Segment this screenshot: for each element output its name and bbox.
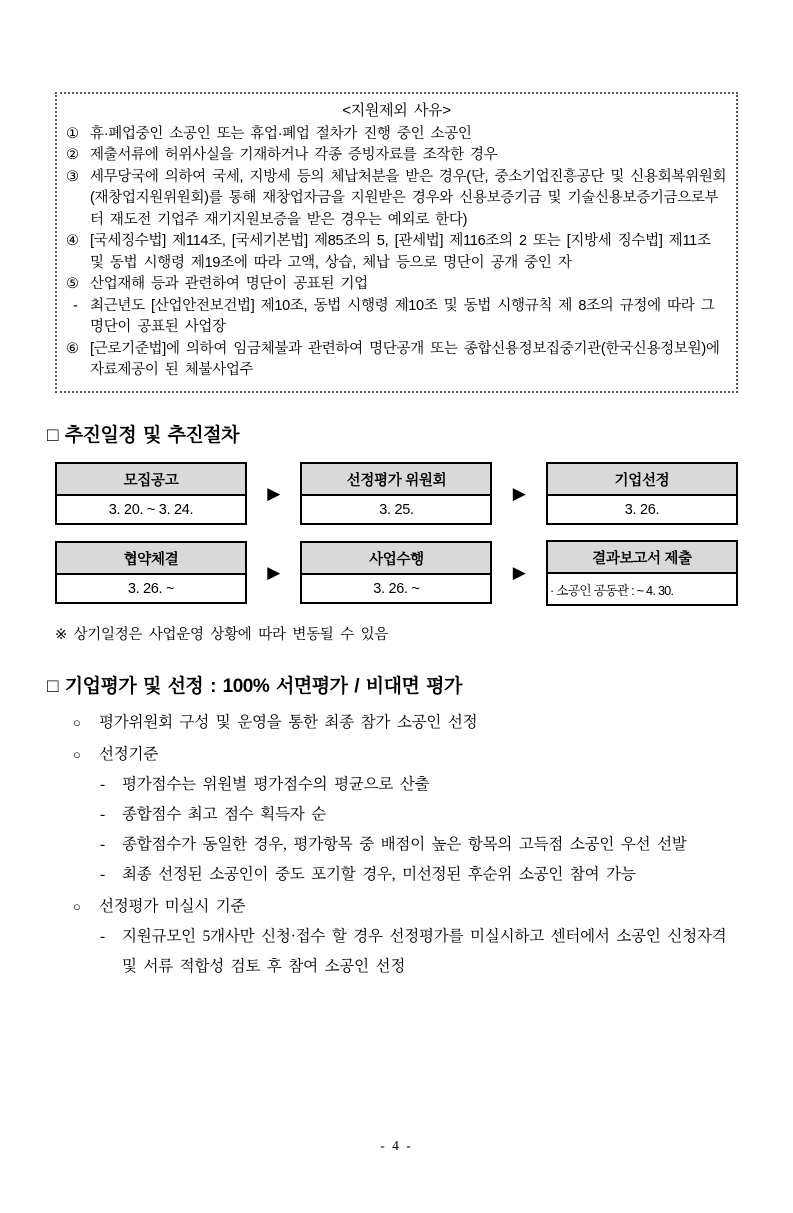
item-text: 평가위원회 구성 및 운영을 통한 최종 참가 소공인 선정 — [99, 713, 478, 731]
item-text: [근로기준법]에 의하여 임금체불과 관련하여 명단공개 또는 종합신용정보집중기관(한국신용정보원)에 자료제공이 된 체불사업주 — [90, 340, 720, 378]
item-text: [국세징수법] 제114조, [국세기본법] 제85조의 5, [관세법] 제116조의 2 또는 [지방세 징수법] 제11조 및 동법 시행령 제19조에 따라 고액, 상습, 체납 등으로 명단이 공개 중인 자 — [90, 233, 711, 271]
evaluation-subitem — [100, 800, 738, 830]
exclusion-item — [66, 339, 727, 382]
item-text: 종합점수가 동일한 경우, 평가항목 중 배점이 높은 항목의 고득점 소공인 우선 선발 — [122, 835, 687, 853]
item-text: 선정평가 미실시 기준 — [99, 897, 246, 915]
item-number: ① — [66, 125, 79, 142]
circle-bullet: ○ — [73, 746, 81, 762]
flow-step-title: 선정평가 위원회 — [302, 464, 490, 496]
circle-bullet: ○ — [73, 898, 81, 914]
item-text: 세무당국에 의하여 국세, 지방세 등의 체납처분을 받은 경우(단, 중소기업진흥공단 및 신용회복위원회(재창업지원위원회)를 통해 재창업자금을 지원받은 경우와 신용보증기금 및 기술신용보증기금으로부터 재도전 기업주 재기지원보증을 받은 경우는 예외로 한다) — [90, 168, 727, 228]
exclusion-item — [66, 167, 727, 232]
exclusion-item — [66, 274, 727, 296]
exclusion-reasons-box — [55, 92, 738, 393]
schedule-flow-row-1 — [55, 462, 738, 525]
page-number: - 4 - — [380, 1138, 413, 1153]
item-number: ② — [66, 147, 79, 163]
flow-step-evaluation-committee — [300, 462, 492, 525]
item-text: 선정기준 — [99, 745, 159, 763]
dash-bullet: - — [100, 805, 105, 823]
arrow-right-icon: ▶ — [267, 563, 281, 582]
item-text: 최종 선정된 소공인이 중도 포기할 경우, 미선정된 후순위 소공인 참여 가능 — [122, 865, 636, 883]
exclusion-box-title: <지원제외 사유> — [342, 102, 451, 119]
flow-step-company-selection — [546, 462, 738, 525]
item-number: ③ — [66, 168, 79, 185]
exclusion-item — [66, 231, 727, 274]
flow-step-date: 3. 26. ~ — [373, 581, 420, 597]
document-page — [0, 92, 793, 982]
item-text: 산업재해 등과 관련하여 명단이 공표된 기업 — [90, 276, 368, 292]
evaluation-subitem — [100, 860, 738, 890]
evaluation-subitem — [100, 830, 738, 860]
flow-step-title: 결과보고서 제출 — [548, 542, 736, 574]
dash-bullet: - — [100, 775, 105, 793]
evaluation-list — [55, 708, 738, 982]
item-dash: - — [73, 297, 78, 314]
flow-step-title: 기업선정 — [548, 464, 736, 496]
flow-step-date: 3. 25. — [379, 501, 414, 518]
flow-step-project-execution — [300, 541, 492, 604]
item-text: 평가점수는 위원별 평가점수의 평균으로 산출 — [122, 775, 430, 793]
evaluation-item — [73, 708, 738, 738]
flow-step-report-submission — [546, 540, 738, 606]
exclusion-item — [66, 124, 727, 146]
evaluation-item — [73, 740, 738, 770]
item-text: 휴·폐업중인 소공인 또는 휴업·폐업 절차가 진행 중인 소공인 — [90, 125, 472, 142]
dash-bullet: - — [100, 835, 105, 853]
flow-step-date: 3. 26. ~ — [127, 581, 175, 597]
schedule-note: ※ 상기일정은 사업운영 상황에 따라 변동될 수 있음 — [55, 626, 389, 643]
item-text: 종합점수 최고 점수 획득자 순 — [122, 805, 326, 823]
flow-step-recruitment — [55, 462, 247, 525]
evaluation-subitem — [100, 922, 738, 982]
dash-bullet: - — [100, 865, 105, 883]
arrow-right-icon: ▶ — [512, 483, 526, 503]
schedule-flow-row-2 — [55, 540, 738, 606]
flow-step-date: 3. 20. ~ 3. 24. — [108, 501, 194, 518]
flow-step-date: 3. 26. — [624, 501, 660, 518]
evaluation-subitem — [100, 770, 738, 800]
item-text: 최근년도 [산업안전보건법] 제10조, 동법 시행령 제10조 및 동법 시행규칙 제 8조의 규정에 따라 그 명단이 공표된 사업장 — [90, 297, 715, 335]
flow-step-date: · 소공인 공동관 : ~ 4. 30. — [549, 582, 674, 598]
evaluation-section-heading: □ 기업평가 및 선정 : 100% 서면평가 / 비대면 평가 — [47, 675, 462, 697]
exclusion-subitem — [66, 296, 727, 339]
circle-bullet: ○ — [73, 714, 81, 730]
flow-step-agreement — [55, 541, 247, 604]
item-text: 지원규모인 5개사만 신청·접수 할 경우 선정평가를 미실시하고 센터에서 소공인 신청자격 및 서류 적합성 검토 후 참여 소공인 선정 — [122, 927, 727, 975]
flow-step-title: 사업수행 — [302, 543, 490, 575]
item-text: 제출서류에 허위사실을 기재하거나 각종 증빙자료를 조작한 경우 — [90, 147, 498, 163]
arrow-right-icon: ▶ — [267, 483, 281, 503]
item-number: ④ — [66, 233, 79, 249]
dash-bullet: - — [100, 927, 105, 945]
evaluation-item — [73, 892, 738, 922]
item-number: ⑤ — [66, 276, 79, 292]
item-number: ⑥ — [66, 340, 79, 357]
schedule-section-heading: □ 추진일정 및 추진절차 — [47, 424, 239, 446]
flow-step-title: 모집공고 — [57, 464, 245, 496]
flow-step-title: 협약체결 — [57, 543, 245, 575]
arrow-right-icon: ▶ — [512, 563, 526, 582]
exclusion-item — [66, 145, 727, 167]
